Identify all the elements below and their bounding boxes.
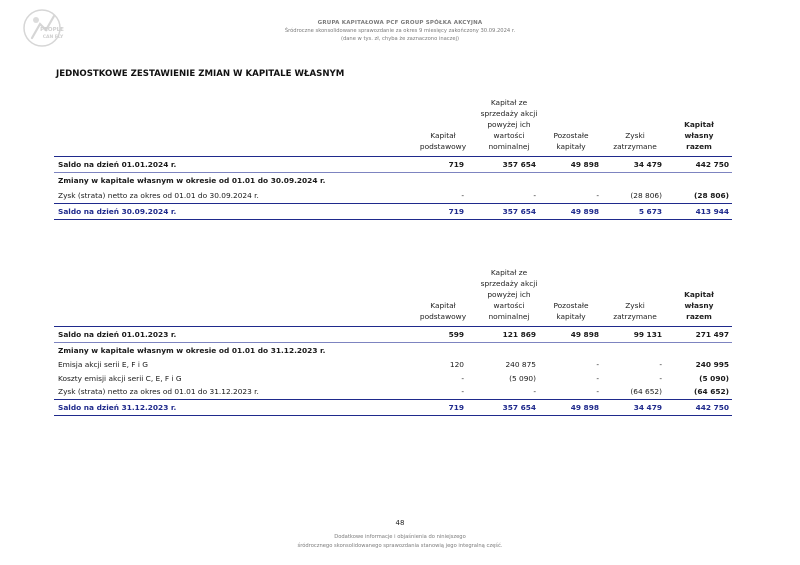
section-row <box>54 172 732 188</box>
cell-value: 442 750 <box>695 160 729 169</box>
row-label: Emisja akcji serii E, F i G <box>58 360 149 369</box>
cell-value: - <box>596 373 599 383</box>
row-label: Zysk (strata) netto za okres od 01.01 do 31.12.2023 r. <box>58 387 259 396</box>
page-number: 48 <box>395 519 405 527</box>
table-row <box>54 156 732 172</box>
footer-line: śródrocznego skonsolidowanego sprawozdania stanowią jego integralną część. <box>297 543 503 549</box>
col-header-share-capital: Kapitał podstawowy <box>419 301 467 321</box>
cell-value: 357 654 <box>502 402 536 412</box>
table-row <box>54 203 732 220</box>
table-row <box>54 399 732 416</box>
page-header <box>0 20 800 42</box>
page-footer <box>0 533 800 551</box>
cell-value: 5 673 <box>638 207 662 216</box>
col-header-retained-earnings: Zyski zatrzymane <box>613 301 657 321</box>
cell-value: 599 <box>448 330 464 339</box>
cell-value: 719 <box>448 207 464 216</box>
cell-value: - <box>461 387 464 396</box>
section-label: Zmiany w kapitale własnym w okresie od 01.01 do 30.09.2024 r. <box>58 176 326 185</box>
company-name: GRUPA KAPITAŁOWA PCF GROUP SPÓŁKA AKCYJNA <box>317 20 483 26</box>
col-header-total-equity: Kapitał własny razem <box>684 120 714 151</box>
equity-table-2024 <box>54 94 732 220</box>
report-subtitle: Śródroczne skonsolidowane sprawozdanie za okres 9 miesięcy zakończony 30.09.2024 r. <box>284 28 516 34</box>
cell-value: 34 479 <box>633 160 662 169</box>
table-row <box>54 358 732 372</box>
svg-text:CAN FLY: CAN FLY <box>42 35 64 40</box>
cell-value: 49 898 <box>570 402 599 412</box>
cell-value: 120 <box>449 360 464 369</box>
col-header-share-capital: Kapitał podstawowy <box>419 131 467 151</box>
units-note: (dane w tys. zł, chyba że zaznaczono inaczej) <box>340 36 460 42</box>
cell-value: 240 995 <box>695 360 729 369</box>
cell-value: - <box>596 360 599 369</box>
col-header-share-premium: Kapitał ze sprzedaży akcji powyżej ich wartości nominalnej <box>480 268 538 321</box>
cell-value: - <box>659 373 662 383</box>
cell-value: 271 497 <box>695 330 729 339</box>
cell-value: 413 944 <box>695 207 729 216</box>
cell-value: (5 090) <box>699 373 729 383</box>
section-row <box>54 342 732 358</box>
col-header-other-capital: Pozostałe kapitały <box>553 131 589 151</box>
row-label: Saldo na dzień 01.01.2023 r. <box>58 330 177 339</box>
svg-text:PEOPLE: PEOPLE <box>40 27 64 33</box>
cell-value: 34 479 <box>633 402 662 412</box>
cell-value: (64 652) <box>693 387 729 396</box>
cell-value: 49 898 <box>570 160 599 169</box>
col-header-share-premium: Kapitał ze sprzedaży akcji powyżej ich wartości nominalnej <box>480 98 538 151</box>
cell-value: (64 652) <box>630 387 662 396</box>
cell-value: - <box>461 191 464 200</box>
col-header-other-capital: Pozostałe kapitały <box>553 301 589 321</box>
cell-value: 121 869 <box>502 330 536 339</box>
row-label: Koszty emisji akcji serii C, E, F i G <box>58 373 182 383</box>
row-label: Saldo na dzień 01.01.2024 r. <box>58 160 177 169</box>
column-headers <box>54 264 732 326</box>
page-title: JEDNOSTKOWE ZESTAWIENIE ZMIAN W KAPITALE WŁASNYM <box>56 69 345 79</box>
cell-value: - <box>596 387 599 396</box>
cell-value: 49 898 <box>570 330 599 339</box>
cell-value: - <box>533 387 536 396</box>
cell-value: (5 090) <box>509 373 536 383</box>
cell-value: 49 898 <box>570 207 599 216</box>
cell-value: 357 654 <box>502 160 536 169</box>
row-label: Saldo na dzień 30.09.2024 r. <box>58 207 177 216</box>
cell-value: - <box>596 191 599 200</box>
col-header-total-equity: Kapitał własny razem <box>684 290 714 321</box>
cell-value: - <box>533 191 536 200</box>
cell-value: - <box>461 373 464 383</box>
table-row <box>54 188 732 203</box>
footer-line: Dodatkowe informacje i objaśnienia do niniejszego <box>334 534 466 540</box>
equity-table-2023 <box>54 264 732 416</box>
cell-value: - <box>659 360 662 369</box>
table-row <box>54 326 732 342</box>
table-row <box>54 385 732 399</box>
section-label: Zmiany w kapitale własnym w okresie od 01.01 do 31.12.2023 r. <box>58 346 326 355</box>
table-row <box>54 372 732 386</box>
cell-value: 719 <box>448 160 464 169</box>
cell-value: 99 131 <box>633 330 662 339</box>
cell-value: 240 875 <box>505 360 536 369</box>
cell-value: 357 654 <box>502 207 536 216</box>
column-headers <box>54 94 732 156</box>
cell-value: (28 806) <box>693 191 729 200</box>
cell-value: (28 806) <box>630 191 662 200</box>
cell-value: 719 <box>448 402 464 412</box>
row-label: Zysk (strata) netto za okres od 01.01 do 30.09.2024 r. <box>58 191 259 200</box>
col-header-retained-earnings: Zyski zatrzymane <box>613 131 657 151</box>
row-label: Saldo na dzień 31.12.2023 r. <box>58 402 177 412</box>
cell-value: 442 750 <box>695 402 729 412</box>
